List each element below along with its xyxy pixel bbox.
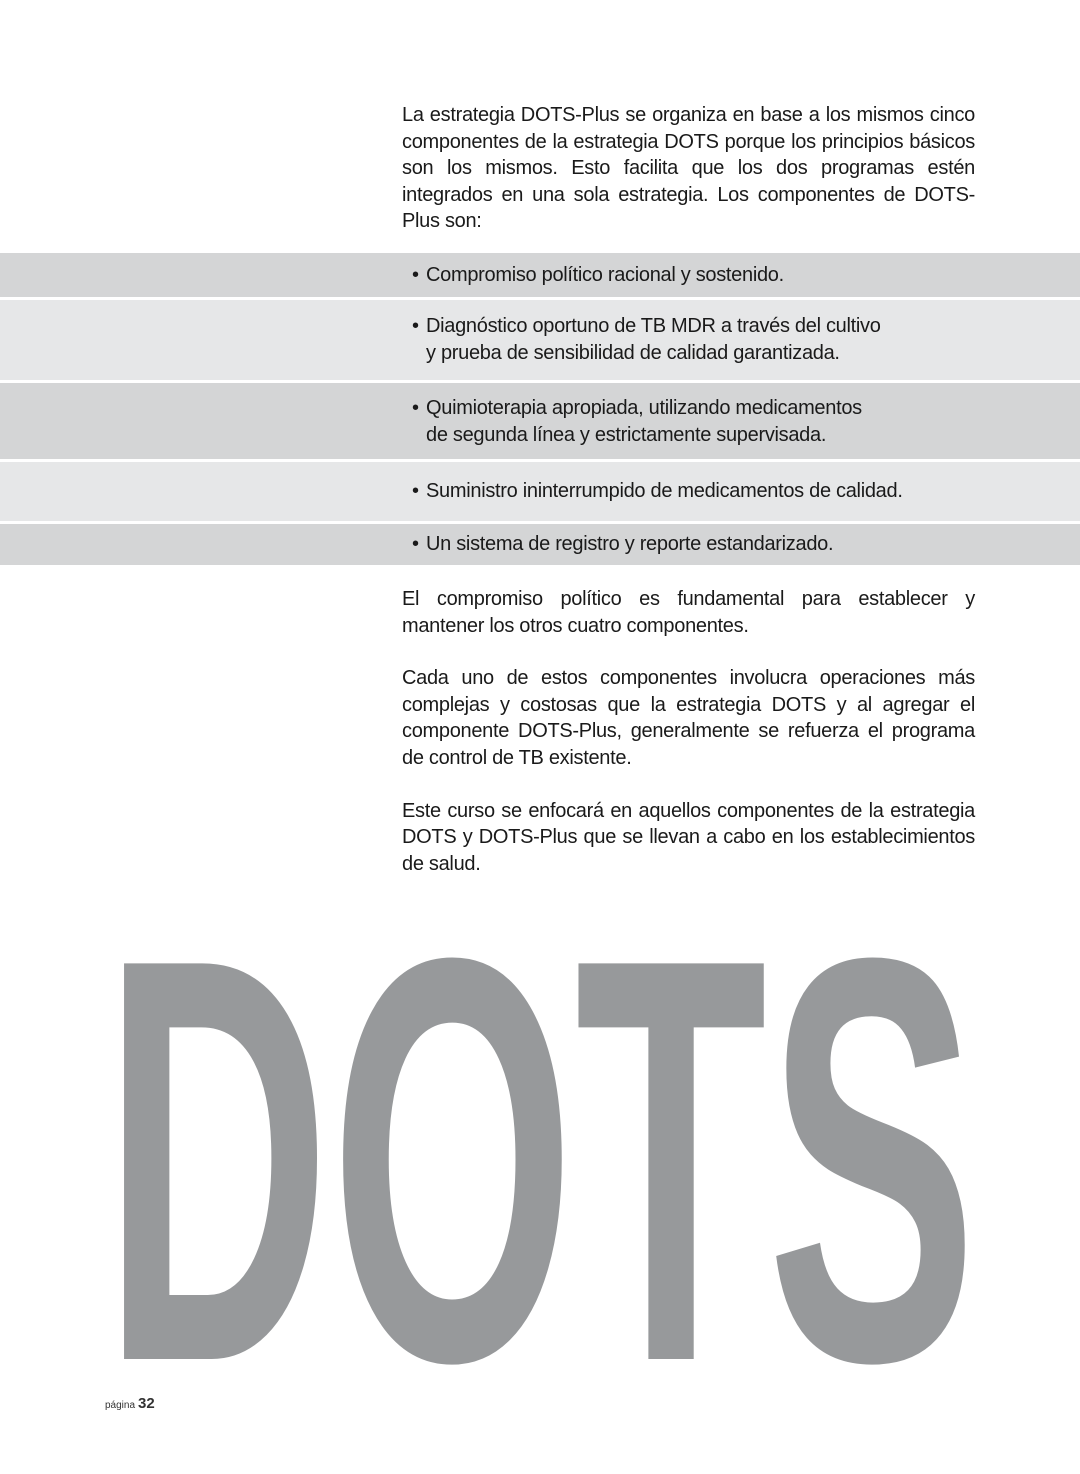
component-item: [412, 395, 1052, 449]
component-band: [0, 253, 1080, 297]
body-paragraph: Cada uno de estos componentes involucra operaciones más complejas y costosas que la estrategia DOTS y al agregar el componente DOTS-Plus, generalmente se refuerza el programa de control de TB existente.: [402, 667, 975, 769]
bullet-icon: •: [412, 532, 419, 555]
bullet-icon: •: [412, 396, 419, 419]
component-text: de segunda línea y estrictamente supervisada.: [426, 423, 827, 446]
component-band: [0, 524, 1080, 565]
component-item: [412, 313, 1052, 367]
bullet-icon: •: [412, 479, 419, 502]
page-number: 32: [138, 1395, 155, 1413]
component-text: Un sistema de registro y reporte estandarizado.: [426, 532, 834, 555]
component-text: y prueba de sensibilidad de calidad garantizada.: [426, 341, 840, 364]
bullet-icon: •: [412, 314, 419, 337]
component-text: Diagnóstico oportuno de TB MDR a través del cultivo: [426, 314, 881, 337]
component-text: Compromiso político racional y sostenido.: [426, 263, 784, 286]
body-paragraph: Este curso se enfocará en aquellos componentes de la estrategia DOTS y DOTS-Plus que se llevan a cabo en los establecimientos de salud.: [402, 799, 975, 875]
page-footer: [105, 1395, 1080, 1413]
page-label: página: [105, 1400, 136, 1412]
bullet-icon: •: [412, 263, 419, 286]
component-band: [0, 383, 1080, 459]
component-item: [412, 478, 1052, 505]
big-title: DOTS: [103, 947, 977, 1368]
body-paragraph: El compromiso político es fundamental para establecer y mantener los otros cuatro componentes.: [402, 587, 975, 637]
component-item: [412, 262, 1052, 289]
component-text: Quimioterapia apropiada, utilizando medicamentos: [426, 396, 862, 419]
component-text: Suministro ininterrumpido de medicamentos de calidad.: [426, 479, 903, 502]
page-content: [0, 102, 1080, 1413]
component-band: [0, 300, 1080, 380]
intro-paragraph: La estrategia DOTS-Plus se organiza en base a los mismos cinco componentes de la estrategia DOTS porque los principios básicos son los mismos. Esto facilita que los dos programas estén integrados en una sola estrategia. Los componentes de DOTS-Plus son:: [402, 104, 975, 233]
big-title-graphic: [0, 947, 1080, 1367]
component-band: [0, 462, 1080, 521]
component-item: [412, 531, 1052, 558]
